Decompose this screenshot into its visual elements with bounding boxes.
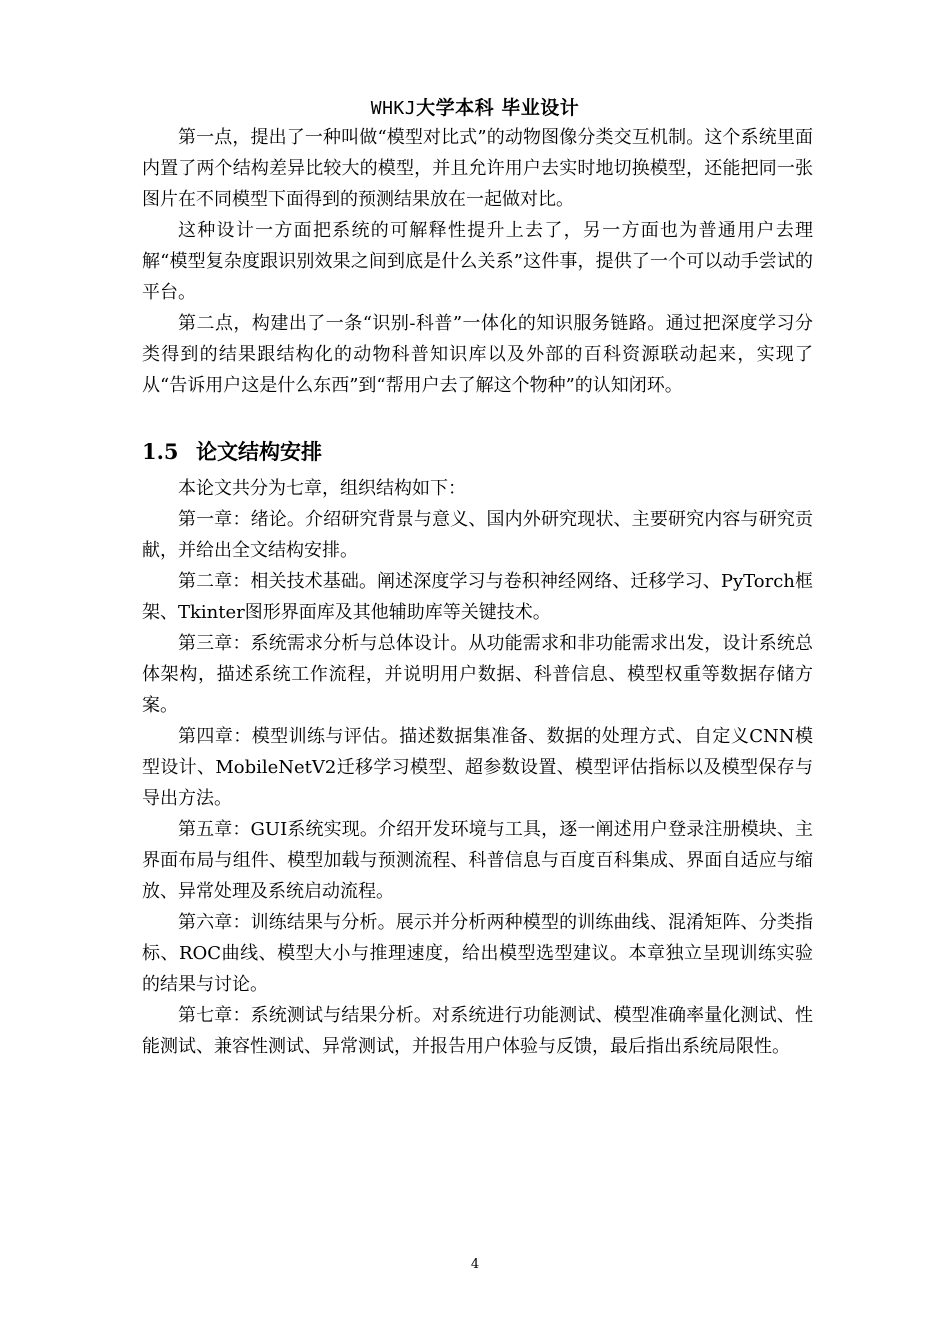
- paragraph-point-two: 第二点，构建出了一条“识别-科普”一体化的知识服务链路。通过把深度学习分类得到的结果跟结构化的动物科普知识库以及外部的百科资源联动起来，实现了从“告诉用户这是什么东西”到“帮用户去了解这个物种”的认知闭环。: [142, 313, 813, 396]
- paragraph-chapter-1: 第一章：绪论。介绍研究背景与意义、国内外研究现状、主要研究内容与研究贡献，并给出全文结构安排。: [142, 509, 813, 561]
- section-heading: [142, 436, 322, 468]
- paragraph-chapter-5: 第五章：GUI系统实现。介绍开发环境与工具，逐一阐述用户登录注册模块、主界面布局与组件、模型加载与预测流程、科普信息与百度百科集成、界面自适应与缩放、异常处理及系统启动流程。: [142, 819, 813, 902]
- header-latin-text: WHKJ: [370, 98, 417, 119]
- paragraph-point-one: 第一点，提出了一种叫做“模型对比式”的动物图像分类交互机制。这个系统里面内置了两个结构差异比较大的模型，并且允许用户去实时地切换模型，还能把同一张图片在不同模型下面得到的预测结果放在一起做对比。: [142, 127, 813, 210]
- paragraph-chapter-2: 第二章：相关技术基础。阐述深度学习与卷积神经网络、迁移学习、PyTorch框架、Tkinter图形界面库及其他辅助库等关键技术。: [142, 571, 813, 623]
- paragraph-structure-intro: 本论文共分为七章，组织结构如下：: [178, 478, 466, 499]
- section-number: 1.5: [142, 439, 179, 464]
- page-number: 4: [470, 1257, 480, 1272]
- section-title: 论文结构安排: [196, 440, 322, 464]
- header-cjk-text: 大学本科 毕业设计: [416, 97, 580, 119]
- structure-content: [142, 473, 813, 1062]
- paragraph-chapter-4: 第四章：模型训练与评估。描述数据集准备、数据的处理方式、自定义CNN模型设计、MobileNetV2迁移学习模型、超参数设置、模型评估指标以及模型保存与导出方法。: [142, 726, 813, 809]
- intro-content: [142, 122, 813, 401]
- paragraph-chapter-6: 第六章：训练结果与分析。展示并分析两种模型的训练曲线、混淆矩阵、分类指标、ROC曲线、模型大小与推理速度，给出模型选型建议。本章独立呈现训练实验的结果与讨论。: [142, 912, 813, 995]
- page-header: [0, 94, 950, 123]
- paragraph-chapter-3: 第三章：系统需求分析与总体设计。从功能需求和非功能需求出发，设计系统总体架构，描述系统工作流程，并说明用户数据、科普信息、模型权重等数据存储方案。: [142, 633, 813, 716]
- paragraph-chapter-7: 第七章：系统测试与结果分析。对系统进行功能测试、模型准确率量化测试、性能测试、兼容性测试、异常测试，并报告用户体验与反馈，最后指出系统局限性。: [142, 1005, 813, 1057]
- paragraph-design-benefit: 这种设计一方面把系统的可解释性提升上去了，另一方面也为普通用户去理解“模型复杂度跟识别效果之间到底是什么关系”这件事，提供了一个可以动手尝试的平台。: [142, 220, 813, 303]
